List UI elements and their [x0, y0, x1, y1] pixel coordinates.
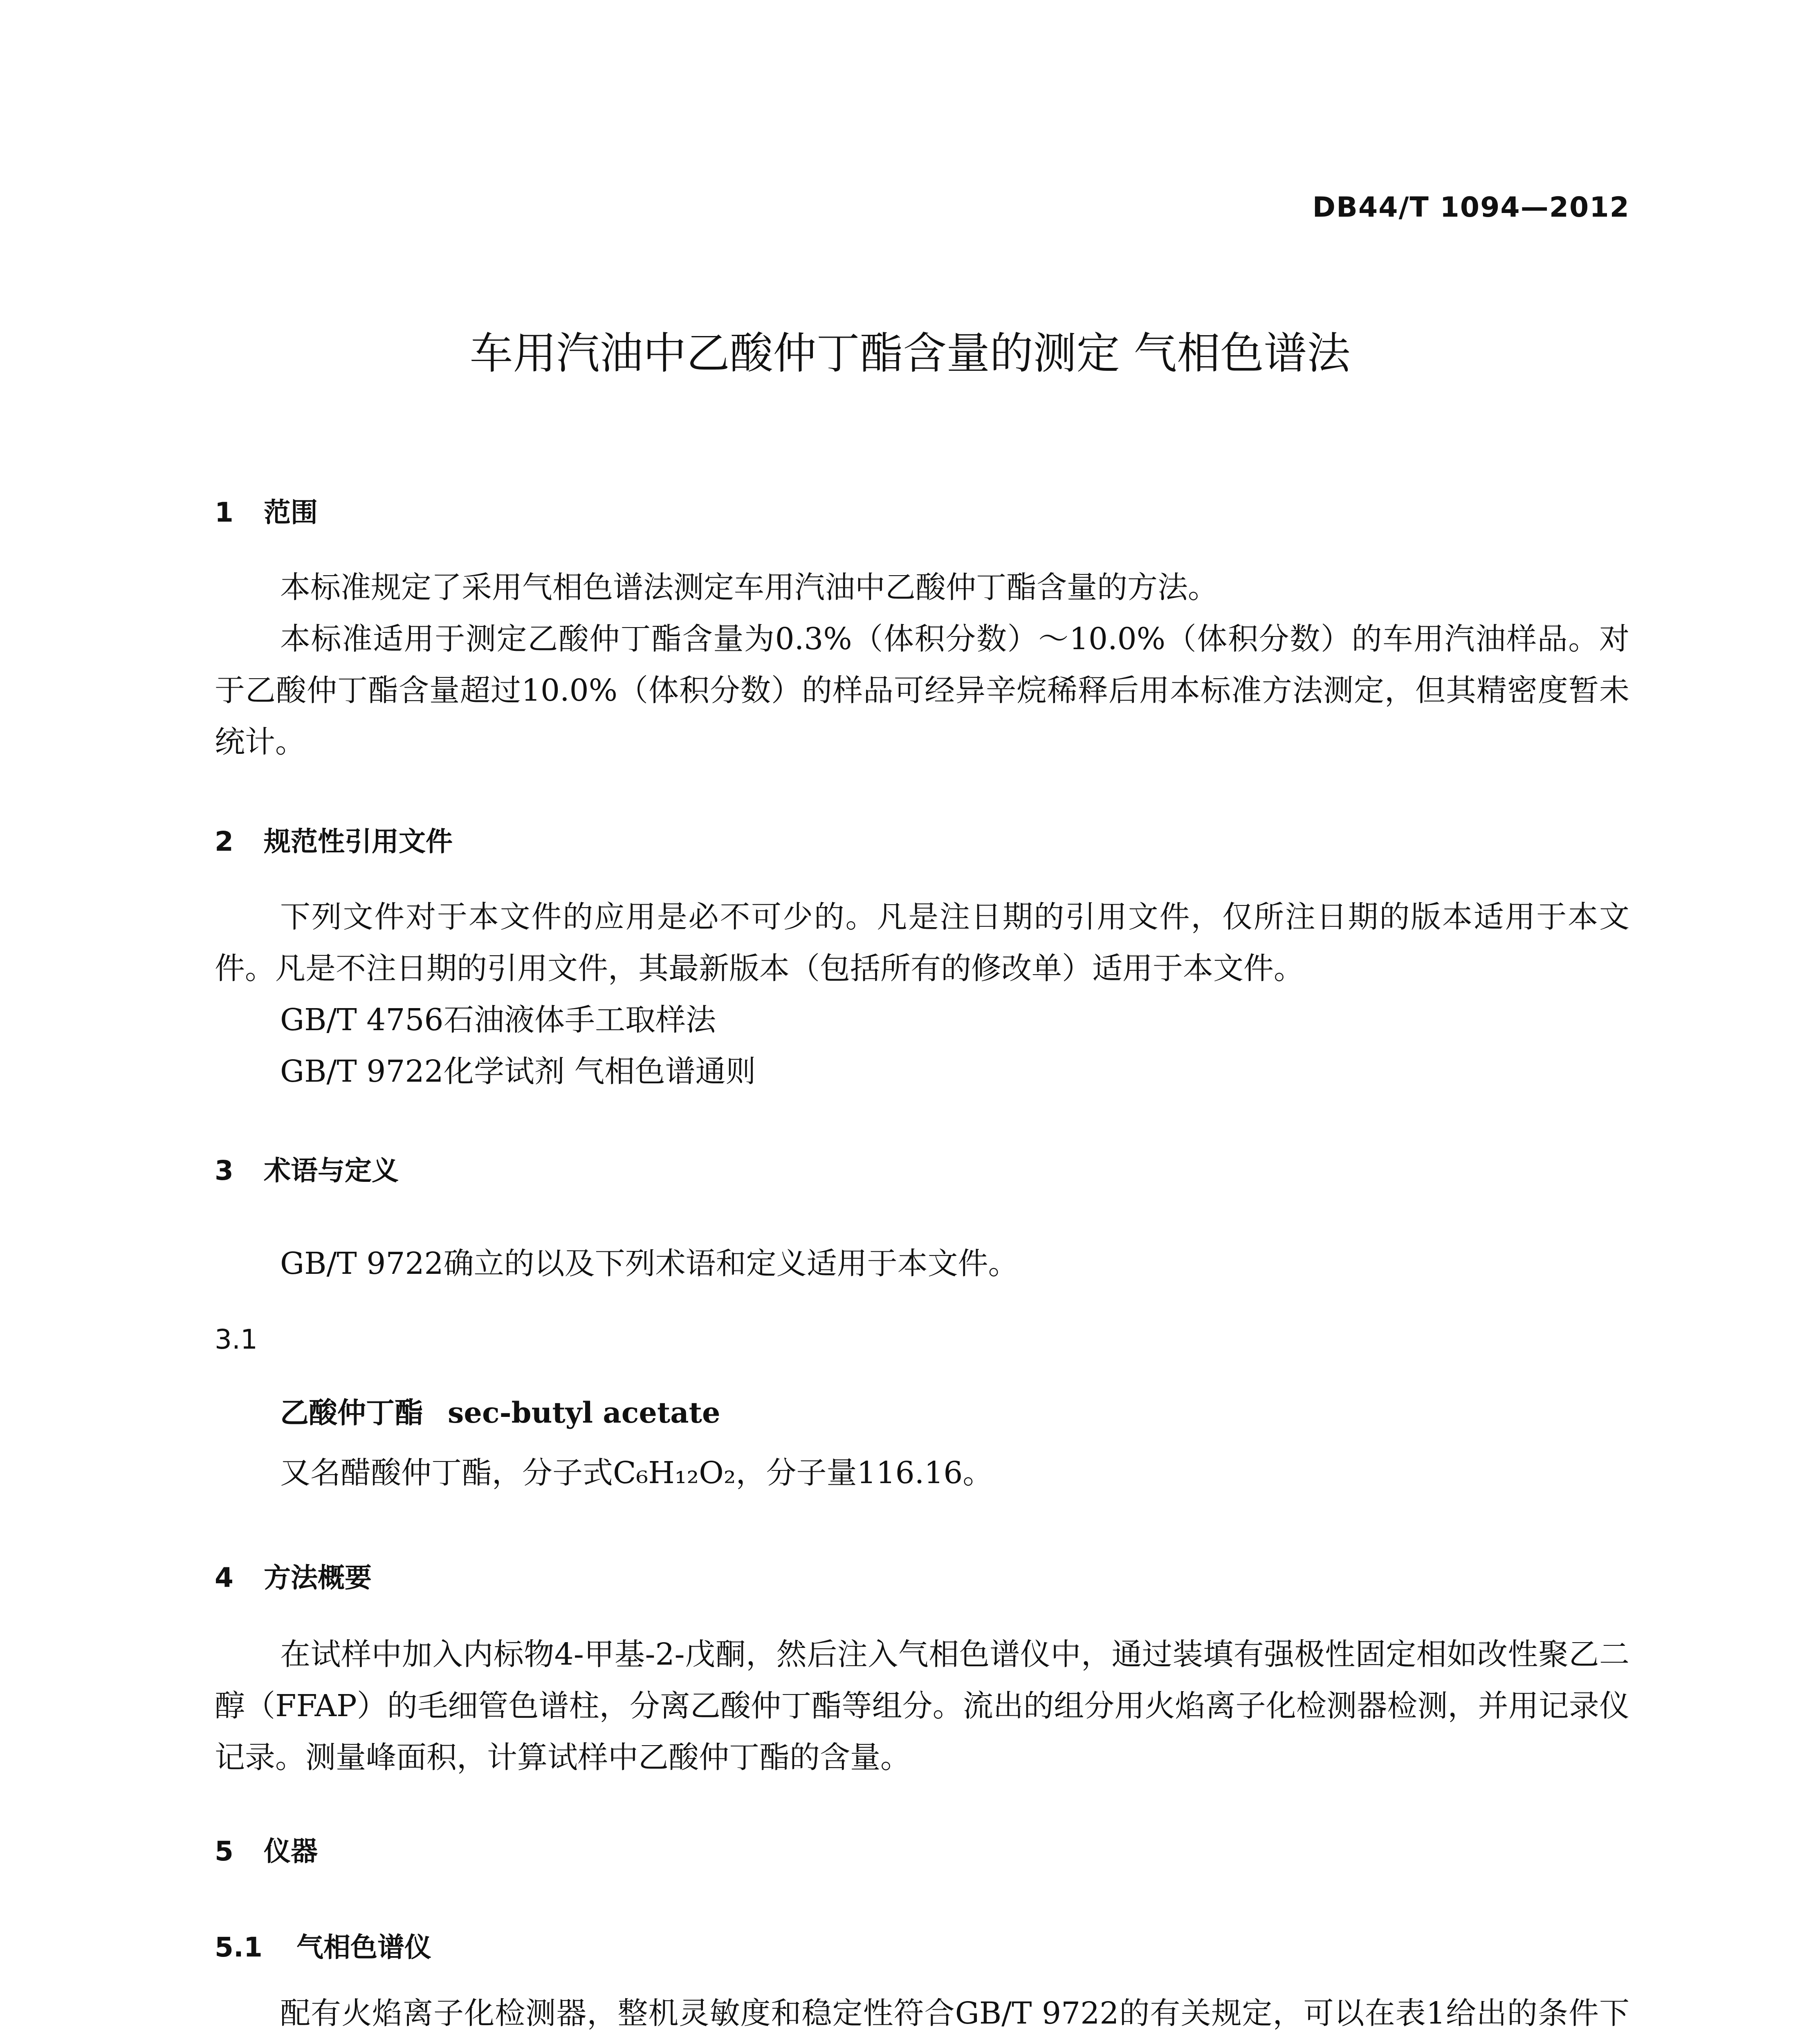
- subsection-number-3-1: 3.1: [215, 1324, 258, 1355]
- reference-item: [280, 1046, 756, 1097]
- reference-code: GB/T 4756: [280, 1002, 444, 1038]
- section-1-heading: [215, 491, 318, 529]
- term-chinese: 乙酸仲丁酯: [280, 1396, 423, 1430]
- section-title: 规范性引用文件: [264, 826, 453, 857]
- reference-code: GB/T 9722: [280, 1054, 444, 1089]
- section-title: 方法概要: [264, 1562, 372, 1594]
- reference-name: 石油液体手工取样法: [444, 1002, 716, 1038]
- subsection-5-1-heading: [215, 1925, 431, 1964]
- section-4-heading: [215, 1556, 372, 1595]
- subsection-5-1-paragraph: 配有火焰离子化检测器，整机灵敏度和稳定性符合GB/T 9722的有关规定，可以在表1给出的条件下: [280, 1996, 1629, 2031]
- subsection-title: 气相色谱仪: [296, 1932, 431, 1963]
- section-3-heading: [215, 1149, 399, 1188]
- subsection-number: 5.1: [215, 1932, 263, 1963]
- standard-code: DB44/T 1094—2012: [1312, 191, 1630, 224]
- section-number: 2: [215, 826, 233, 857]
- section-2-heading: [215, 820, 453, 858]
- term-definition: 又名醋酸仲丁酯，分子式C₆H₁₂O₂，分子量116.16。: [280, 1455, 993, 1490]
- section-title: 仪器: [264, 1836, 318, 1867]
- section-1-paragraph-2: 本标准适用于测定乙酸仲丁酯含量为0.3%（体积分数）～10.0%（体积分数）的车用汽油样品。对于乙酸仲丁酯含量超过10.0%（体积分数）的样品可经异辛烷稀释后用本标准方法测定，但其精密度暂未统计。: [215, 621, 1629, 760]
- term-entry: [280, 1390, 720, 1431]
- section-title: 术语与定义: [264, 1155, 399, 1186]
- section-number: 4: [215, 1562, 233, 1594]
- section-number: 1: [215, 497, 233, 528]
- section-2-paragraph-1: 下列文件对于本文件的应用是必不可少的。凡是注日期的引用文件，仅所注日期的版本适用于本文件。凡是不注日期的引用文件，其最新版本（包括所有的修改单）适用于本文件。: [215, 899, 1629, 986]
- section-title: 范围: [264, 497, 318, 528]
- section-1-paragraph-1: 本标准规定了采用气相色谱法测定车用汽油中乙酸仲丁酯含量的方法。: [280, 570, 1218, 605]
- reference-name: 化学试剂 气相色谱通则: [444, 1054, 756, 1089]
- section-4-paragraph-1: 在试样中加入内标物4-甲基-2-戊酮，然后注入气相色谱仪中，通过装填有强极性固定相如改性聚乙二醇（FFAP）的毛细管色谱柱，分离乙酸仲丁酯等组分。流出的组分用火焰离子化检测器检测，并用记录仪记录。测量峰面积，计算试样中乙酸仲丁酯的含量。: [215, 1637, 1629, 1775]
- section-number: 3: [215, 1155, 233, 1186]
- term-english: sec-butyl acetate: [448, 1396, 720, 1430]
- reference-item: [280, 994, 716, 1046]
- section-number: 5: [215, 1836, 233, 1867]
- section-3-paragraph-1: GB/T 9722确立的以及下列术语和定义适用于本文件。: [280, 1246, 1019, 1281]
- section-5-heading: [215, 1829, 318, 1868]
- document-title: 车用汽油中乙酸仲丁酯含量的测定 气相色谱法: [469, 328, 1351, 379]
